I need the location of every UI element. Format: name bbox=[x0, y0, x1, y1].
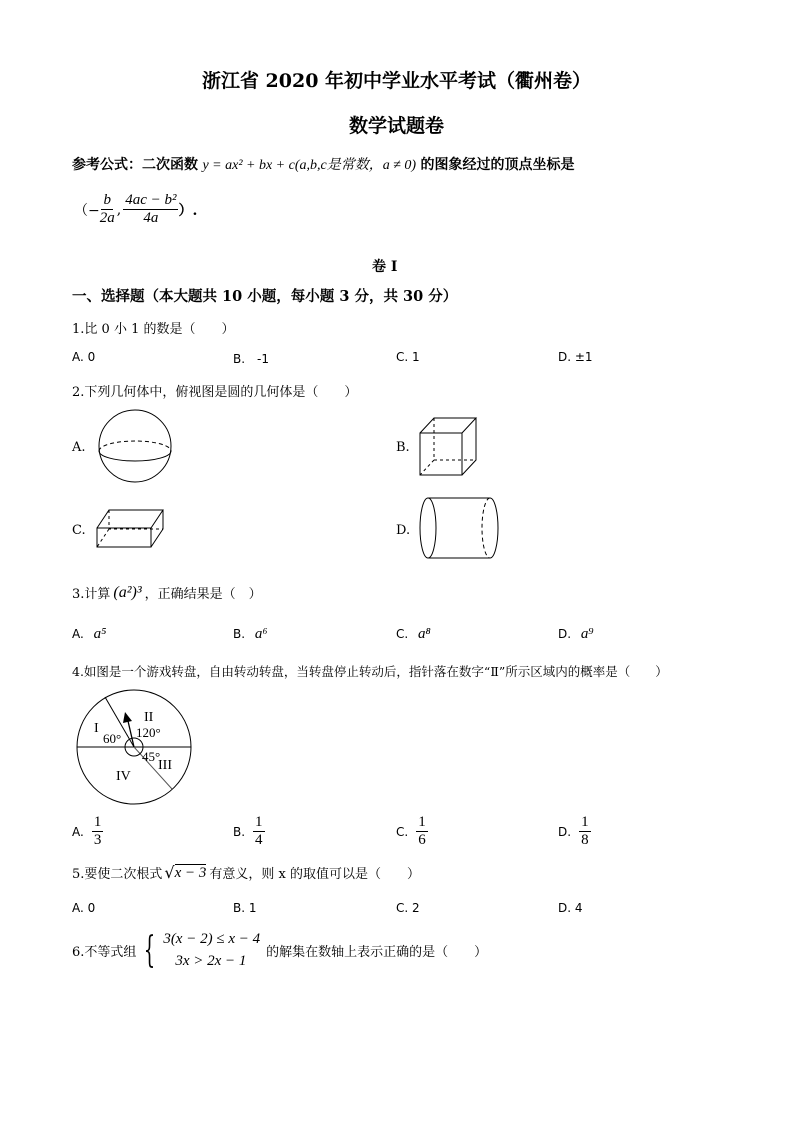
vertex-close: ）. bbox=[178, 202, 198, 219]
q3-option-c bbox=[396, 626, 431, 643]
option-letter: A. bbox=[72, 824, 84, 839]
region-I-label: I bbox=[94, 721, 99, 736]
numerator: 1 bbox=[92, 814, 104, 832]
formula-suffix: 的图象经过的顶点坐标是 bbox=[420, 157, 575, 173]
fraction-b-2a bbox=[100, 192, 115, 228]
q1-option-a: A. 0 bbox=[72, 350, 96, 364]
numerator: 1 bbox=[253, 814, 265, 832]
numerator: 1 bbox=[579, 814, 591, 832]
q2-option-c: C. bbox=[72, 523, 86, 538]
inequality-1: 3(x − 2) ≤ x − 4 bbox=[163, 931, 261, 947]
q3-option-d bbox=[558, 626, 594, 643]
fraction bbox=[92, 814, 104, 850]
q1-option-d: D. ±1 bbox=[558, 350, 593, 364]
option-expr: a⁹ bbox=[580, 626, 594, 642]
q1-option-c: C. 1 bbox=[396, 350, 420, 364]
exam-subtitle: 数学试题卷 bbox=[348, 115, 444, 137]
formula-label: 参考公式：二次函数 bbox=[72, 157, 198, 173]
denominator: 4a bbox=[143, 210, 159, 227]
denominator: 6 bbox=[418, 832, 426, 849]
q5-option-c: C. 2 bbox=[396, 901, 420, 915]
q2-option-d: D. bbox=[396, 523, 411, 538]
numerator: 4ac − b² bbox=[123, 192, 178, 210]
question-1-stem: 1.比 0 小 1 的数是（ ） bbox=[72, 322, 235, 337]
q3-option-b bbox=[233, 626, 268, 643]
option-expr: a⁵ bbox=[93, 626, 107, 642]
option-letter: A. bbox=[72, 627, 84, 641]
option-letter: D. bbox=[558, 824, 572, 839]
question-4-stem: 4.如图是一个游戏转盘，自由转动转盘，当转盘停止转动后，指针落在数字“Ⅱ”所示区域内的概率是（ ） bbox=[72, 664, 668, 679]
formula-expr: y = ax² + bx + c(a,b,c是常数，a ≠ 0) bbox=[202, 158, 417, 173]
q4-option-c bbox=[396, 814, 428, 850]
region-II-label: II bbox=[144, 710, 154, 725]
volume-label: 卷 I bbox=[372, 259, 398, 275]
angle-60-label: 60° bbox=[103, 731, 122, 746]
denominator: 2a bbox=[99, 210, 115, 227]
q5-option-d: D. 4 bbox=[558, 901, 583, 915]
option-letter: B. bbox=[233, 824, 246, 839]
question-2-stem: 2.下列几何体中，俯视图是圆的几何体是（ ） bbox=[72, 385, 358, 400]
denominator: 4 bbox=[255, 832, 263, 849]
q2-option-a: A. bbox=[72, 440, 86, 455]
option-letter: C. bbox=[396, 627, 409, 641]
q2-option-b: B. bbox=[396, 440, 410, 455]
cube-icon bbox=[418, 416, 488, 478]
region-III-label: III bbox=[158, 758, 172, 773]
denominator: 3 bbox=[93, 832, 102, 849]
option-expr: a⁶ bbox=[254, 626, 268, 642]
q5-option-a: A. 0 bbox=[72, 901, 96, 915]
fraction-4ac-b2-4a bbox=[123, 192, 178, 228]
q6-prefix: 6.不等式组 bbox=[72, 945, 137, 961]
vertex-formula: （− $\frac{b}{2a}$ , $\frac{\text{4ac − b²}}{4a}$ ）. bbox=[74, 192, 198, 227]
pointer-arrow-icon bbox=[123, 712, 132, 723]
q3-suffix: ，正确结果是（ ） bbox=[144, 587, 262, 602]
numerator: 1 bbox=[416, 814, 428, 832]
q5-suffix: 有意义，则 x 的取值可以是（ ） bbox=[209, 867, 420, 882]
sphere-icon bbox=[96, 408, 176, 488]
option-letter: C. bbox=[396, 824, 409, 839]
angle-120-label: 120° bbox=[136, 725, 161, 740]
fraction bbox=[253, 814, 265, 850]
denominator: 8 bbox=[581, 832, 589, 849]
q3-expression: (a²)³ bbox=[113, 583, 142, 601]
q4-option-b bbox=[233, 814, 265, 850]
q5-option-b: B. 1 bbox=[233, 901, 257, 915]
q5-radicand: x − 3 bbox=[174, 864, 207, 881]
region-IV-label: IV bbox=[116, 769, 131, 784]
q4-option-d bbox=[558, 814, 591, 850]
question-3-stem bbox=[72, 583, 262, 602]
q3-option-a bbox=[72, 626, 106, 643]
spinner-diagram bbox=[74, 687, 196, 809]
numerator: b bbox=[101, 192, 113, 210]
q1-option-b: B. -1 bbox=[233, 352, 270, 366]
exam-title: 浙江省 2020 年初中学业水平考试（衢州卷） bbox=[201, 70, 592, 92]
fraction bbox=[416, 814, 428, 850]
question-6-stem bbox=[72, 929, 487, 973]
inequality-system bbox=[163, 929, 260, 973]
inequality-2: 3x > 2x − 1 bbox=[175, 952, 247, 969]
reference-formula bbox=[72, 154, 575, 174]
option-expr: a⁸ bbox=[418, 626, 431, 642]
q6-suffix: 的解集在数轴上表示正确的是（ ） bbox=[266, 945, 488, 961]
option-letter: B. bbox=[233, 627, 246, 641]
vertex-open: （− bbox=[74, 202, 100, 219]
fraction bbox=[579, 814, 591, 850]
q4-option-a bbox=[72, 814, 103, 850]
q3-prefix: 3.计算 bbox=[72, 587, 111, 602]
angle-45-label: 45° bbox=[142, 749, 161, 764]
option-letter: D. bbox=[558, 627, 572, 641]
cylinder-icon bbox=[418, 497, 502, 561]
question-5-stem bbox=[72, 863, 420, 882]
q5-prefix: 5.要使二次根式 bbox=[72, 867, 163, 882]
rectangular-prism-icon bbox=[95, 508, 167, 550]
section-heading: 一、选择题（本大题共 10 小题，每小题 3 分，共 30 分） bbox=[72, 288, 458, 305]
sqrt-icon: √ bbox=[164, 863, 175, 882]
brace-icon: { bbox=[144, 929, 156, 971]
